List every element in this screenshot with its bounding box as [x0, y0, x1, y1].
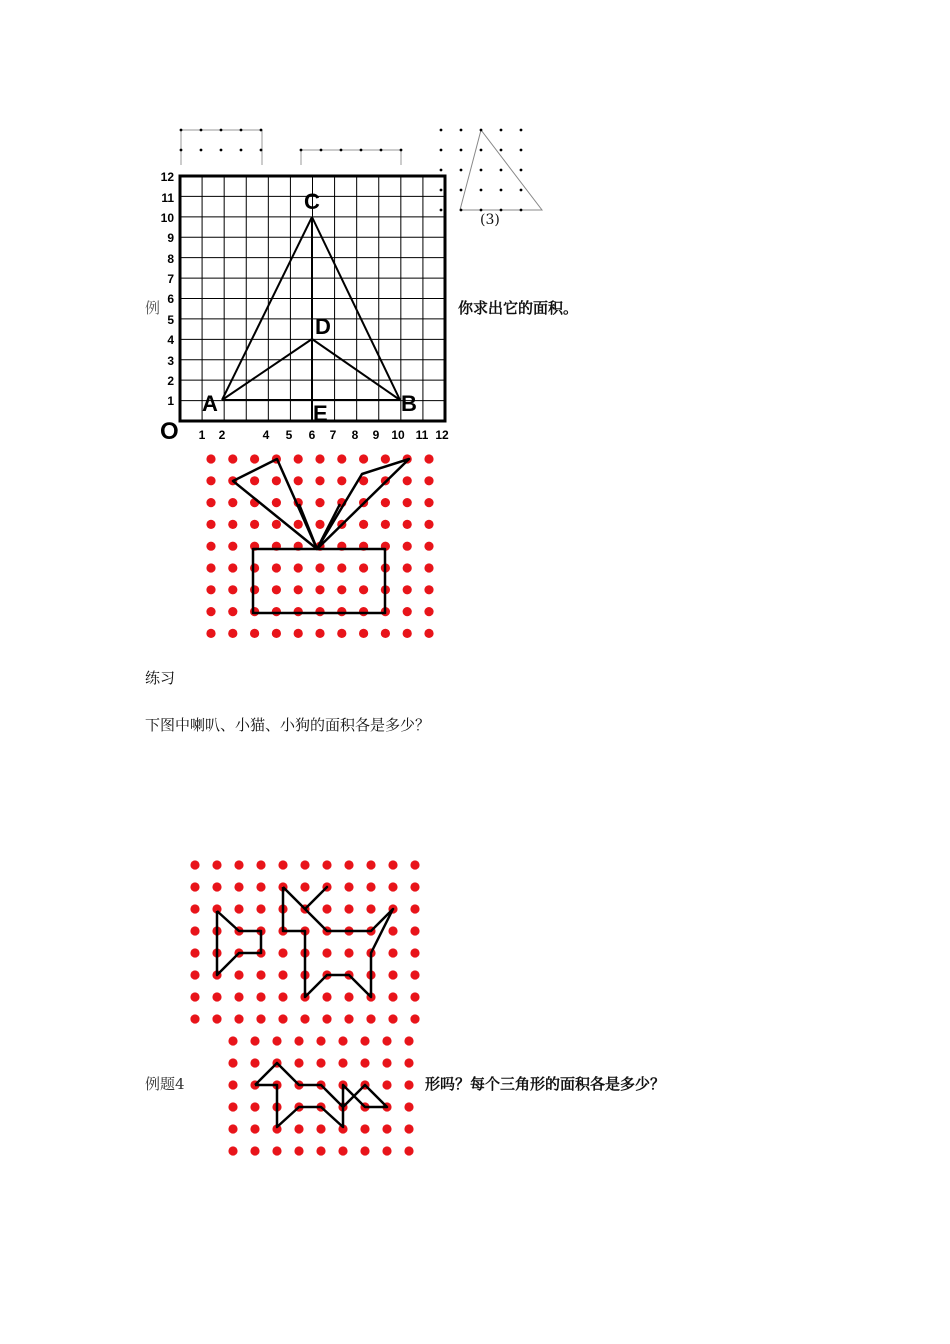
- red-dot: [250, 1036, 259, 1045]
- red-dot: [315, 585, 324, 594]
- red-dot: [250, 607, 259, 616]
- red-dot: [410, 992, 419, 1001]
- red-dot: [359, 585, 368, 594]
- red-dot: [294, 585, 303, 594]
- grid-dot: [460, 209, 463, 212]
- red-dot: [206, 520, 215, 529]
- grid-dot: [480, 209, 483, 212]
- red-dot: [322, 860, 331, 869]
- red-dot: [190, 882, 199, 891]
- red-dot: [382, 1080, 391, 1089]
- y-tick: 4: [167, 333, 174, 347]
- grid-dot: [500, 169, 503, 172]
- red-dot: [337, 629, 346, 638]
- red-dot: [278, 860, 287, 869]
- red-dot: [337, 476, 346, 485]
- y-tick: 11: [161, 191, 174, 205]
- red-dot: [315, 498, 324, 507]
- red-dot: [404, 1102, 413, 1111]
- red-dot: [344, 1014, 353, 1023]
- red-dot: [382, 1146, 391, 1155]
- red-dot: [190, 904, 199, 913]
- red-dot: [315, 563, 324, 572]
- red-dot: [359, 563, 368, 572]
- red-dot: [359, 607, 368, 616]
- red-dot: [410, 926, 419, 935]
- x-tick: 10: [391, 428, 405, 442]
- red-dot: [190, 860, 199, 869]
- red-dot: [359, 520, 368, 529]
- point-label-a: A: [202, 391, 218, 416]
- red-dot: [424, 454, 433, 463]
- y-tick: 3: [167, 354, 174, 368]
- red-dot: [234, 992, 243, 1001]
- red-dot: [234, 1014, 243, 1023]
- red-dot: [300, 882, 309, 891]
- red-dot: [250, 1058, 259, 1067]
- y-tick: 2: [167, 374, 174, 388]
- red-dot: [403, 629, 412, 638]
- red-dot: [360, 1124, 369, 1133]
- red-dot: [322, 992, 331, 1001]
- red-dot: [388, 970, 397, 979]
- red-dot: [410, 860, 419, 869]
- red-dot: [404, 1036, 413, 1045]
- red-dot: [360, 1036, 369, 1045]
- red-dot: [294, 1036, 303, 1045]
- dog-shape: [255, 1063, 387, 1127]
- red-dot: [228, 1124, 237, 1133]
- red-dot: [381, 629, 390, 638]
- x-tick: 8: [351, 428, 359, 442]
- red-dot: [250, 629, 259, 638]
- red-dot: [212, 992, 221, 1001]
- red-dot: [212, 882, 221, 891]
- point-label-e: E: [313, 401, 328, 426]
- red-dot: [278, 948, 287, 957]
- y-tick: 5: [167, 313, 174, 327]
- red-dot: [228, 1058, 237, 1067]
- red-dot: [256, 970, 265, 979]
- horn-shape: [217, 911, 261, 975]
- red-dot: [272, 1146, 281, 1155]
- red-dot: [250, 1146, 259, 1155]
- x-tick: 4: [262, 428, 270, 442]
- grid-dot: [520, 169, 523, 172]
- grid-dot: [520, 209, 523, 212]
- red-dot: [424, 520, 433, 529]
- red-dot: [381, 520, 390, 529]
- red-dot: [206, 454, 215, 463]
- red-dot: [234, 882, 243, 891]
- red-dot: [366, 860, 375, 869]
- red-dot: [294, 629, 303, 638]
- red-dot: [250, 585, 259, 594]
- red-dot: [388, 1014, 397, 1023]
- point-label-d: D: [315, 314, 331, 339]
- top-figure-1: [180, 129, 263, 165]
- red-dot: [337, 563, 346, 572]
- red-dot: [294, 476, 303, 485]
- red-dot: [234, 904, 243, 913]
- point-label-b: B: [401, 391, 417, 416]
- red-dot: [366, 882, 375, 891]
- red-dot: [250, 1124, 259, 1133]
- red-dot: [403, 520, 412, 529]
- red-dot: [250, 563, 259, 572]
- red-dot: [410, 1014, 419, 1023]
- red-dot: [190, 970, 199, 979]
- grid-dot: [460, 149, 463, 152]
- red-dot: [228, 542, 237, 551]
- grid-dot: [500, 129, 503, 132]
- red-dot: [256, 904, 265, 913]
- red-dot: [322, 904, 331, 913]
- red-dot: [360, 1058, 369, 1067]
- red-dot: [344, 860, 353, 869]
- red-dot: [256, 992, 265, 1001]
- red-dot: [424, 585, 433, 594]
- red-dot: [388, 948, 397, 957]
- red-dot: [272, 1036, 281, 1045]
- red-dot: [388, 992, 397, 1001]
- red-dot: [388, 860, 397, 869]
- red-dot: [315, 607, 324, 616]
- grid-dot: [440, 129, 443, 132]
- red-dot: [382, 1124, 391, 1133]
- y-tick: 7: [167, 272, 174, 286]
- red-dot: [228, 563, 237, 572]
- red-dot: [403, 607, 412, 616]
- red-dot: [404, 1058, 413, 1067]
- dot-figure-horn-cat: [185, 855, 425, 1035]
- red-dot: [315, 520, 324, 529]
- red-dot: [190, 1014, 199, 1023]
- red-dot: [228, 607, 237, 616]
- red-dot: [403, 498, 412, 507]
- red-dot: [316, 1058, 325, 1067]
- red-dot: [272, 498, 281, 507]
- practice-heading: 练习: [145, 669, 176, 687]
- top-figure-2: [300, 149, 403, 165]
- red-dot: [381, 498, 390, 507]
- red-dot: [315, 476, 324, 485]
- red-dot: [206, 498, 215, 507]
- red-dot: [338, 1058, 347, 1067]
- grid-dot: [520, 189, 523, 192]
- red-dot: [337, 585, 346, 594]
- red-dot: [360, 1146, 369, 1155]
- red-dot: [228, 498, 237, 507]
- red-dot: [272, 476, 281, 485]
- red-dot: [272, 607, 281, 616]
- red-dot: [256, 1014, 265, 1023]
- red-dot: [256, 882, 265, 891]
- red-dot: [250, 520, 259, 529]
- red-dot: [424, 498, 433, 507]
- red-dot: [212, 1014, 221, 1023]
- red-dot: [272, 563, 281, 572]
- y-tick: 10: [160, 211, 174, 225]
- red-dot: [250, 1102, 259, 1111]
- red-dot: [234, 860, 243, 869]
- example-4-question: 形吗？每个三角形的面积各是多少？: [425, 1075, 666, 1093]
- red-dot: [344, 904, 353, 913]
- practice-question: 下图中喇叭、小猫、小狗的面积各是多少？: [145, 716, 431, 734]
- grid-dot: [500, 189, 503, 192]
- red-dot: [410, 882, 419, 891]
- red-dot: [228, 1080, 237, 1089]
- red-dot: [206, 563, 215, 572]
- x-tick: 6: [308, 428, 316, 442]
- red-dot: [382, 1058, 391, 1067]
- red-dot: [404, 1080, 413, 1089]
- red-dot: [228, 1146, 237, 1155]
- red-dot: [424, 607, 433, 616]
- x-tick: 2: [218, 428, 226, 442]
- x-tick: 9: [372, 428, 380, 442]
- red-dot: [294, 520, 303, 529]
- grid-dot: [480, 189, 483, 192]
- y-tick: 9: [167, 231, 174, 245]
- grid-dot: [460, 129, 463, 132]
- red-dot: [206, 585, 215, 594]
- grid-dot: [480, 149, 483, 152]
- red-dot: [337, 454, 346, 463]
- red-dot: [294, 563, 303, 572]
- figure-3-label: (3): [480, 212, 500, 228]
- red-dot: [403, 585, 412, 594]
- example-1-prefix: 例: [145, 299, 161, 317]
- red-dot: [388, 926, 397, 935]
- red-dot: [403, 563, 412, 572]
- red-dot: [404, 1146, 413, 1155]
- red-dot: [190, 992, 199, 1001]
- dot-figure-flower: [200, 450, 440, 645]
- x-tick: 7: [329, 428, 337, 442]
- red-dot: [410, 970, 419, 979]
- red-dot: [424, 542, 433, 551]
- x-tick: 12: [435, 428, 449, 442]
- y-tick: 6: [167, 292, 174, 306]
- red-dot: [294, 1058, 303, 1067]
- red-dot: [382, 1036, 391, 1045]
- red-dot: [228, 629, 237, 638]
- red-dot: [322, 948, 331, 957]
- red-dot: [206, 629, 215, 638]
- dot-figure-dog: [215, 1025, 415, 1155]
- red-dot: [315, 454, 324, 463]
- red-dot: [344, 882, 353, 891]
- red-dot: [410, 904, 419, 913]
- example-1-question: 你求出它的面积。: [458, 299, 579, 317]
- red-dot: [344, 992, 353, 1001]
- grid-dot: [440, 149, 443, 152]
- red-dot: [381, 454, 390, 463]
- red-dot: [278, 970, 287, 979]
- red-dot: [294, 1124, 303, 1133]
- red-dot: [272, 629, 281, 638]
- grid-dot: [480, 129, 483, 132]
- y-tick: 1: [167, 394, 174, 408]
- red-dot: [250, 476, 259, 485]
- cat-shape: [283, 887, 393, 997]
- red-dot: [234, 970, 243, 979]
- red-dot: [190, 926, 199, 935]
- grid-dot: [460, 189, 463, 192]
- red-dot: [410, 948, 419, 957]
- red-dot: [206, 476, 215, 485]
- coordinate-grid: [160, 165, 460, 445]
- red-dot: [424, 563, 433, 572]
- red-dot: [228, 585, 237, 594]
- red-dot: [228, 454, 237, 463]
- red-dot: [316, 1124, 325, 1133]
- red-dot: [300, 1014, 309, 1023]
- red-dot: [344, 948, 353, 957]
- red-dot: [424, 476, 433, 485]
- top-dot-figures: [0, 0, 950, 240]
- grid-dot: [480, 169, 483, 172]
- red-dot: [403, 476, 412, 485]
- red-dot: [315, 629, 324, 638]
- grid-dot: [520, 149, 523, 152]
- red-dot: [278, 1014, 287, 1023]
- red-dot: [294, 1146, 303, 1155]
- x-tick: 11: [415, 428, 429, 442]
- origin-label: O: [160, 418, 179, 445]
- red-dot: [338, 1036, 347, 1045]
- red-dot: [316, 1146, 325, 1155]
- red-dot: [366, 1014, 375, 1023]
- red-dot: [424, 629, 433, 638]
- red-dot: [322, 1014, 331, 1023]
- red-dot: [388, 882, 397, 891]
- example-4-prefix: 例题4: [145, 1075, 185, 1093]
- grid-dot: [500, 149, 503, 152]
- red-dot: [337, 607, 346, 616]
- red-dot: [228, 1102, 237, 1111]
- red-dot: [228, 1036, 237, 1045]
- y-tick: 8: [167, 252, 174, 266]
- red-dot: [294, 607, 303, 616]
- red-dot: [278, 992, 287, 1001]
- red-dot: [359, 454, 368, 463]
- grid-dot: [520, 129, 523, 132]
- red-dot: [366, 904, 375, 913]
- red-dot: [316, 1036, 325, 1045]
- red-dot: [404, 1124, 413, 1133]
- red-dot: [272, 585, 281, 594]
- red-dot: [359, 629, 368, 638]
- red-dot: [250, 454, 259, 463]
- red-dot: [403, 542, 412, 551]
- red-dot: [294, 454, 303, 463]
- red-dot: [212, 860, 221, 869]
- red-dot: [300, 860, 309, 869]
- grid-dot: [460, 169, 463, 172]
- red-dot: [190, 948, 199, 957]
- x-tick: 5: [285, 428, 293, 442]
- point-label-c: C: [304, 189, 320, 214]
- grid-dot: [500, 209, 503, 212]
- red-dot: [206, 542, 215, 551]
- y-tick: 12: [160, 170, 174, 184]
- red-dot: [272, 520, 281, 529]
- red-dot: [206, 607, 215, 616]
- red-dot: [228, 520, 237, 529]
- x-tick: 1: [198, 428, 206, 442]
- red-dot: [256, 860, 265, 869]
- red-dot: [338, 1146, 347, 1155]
